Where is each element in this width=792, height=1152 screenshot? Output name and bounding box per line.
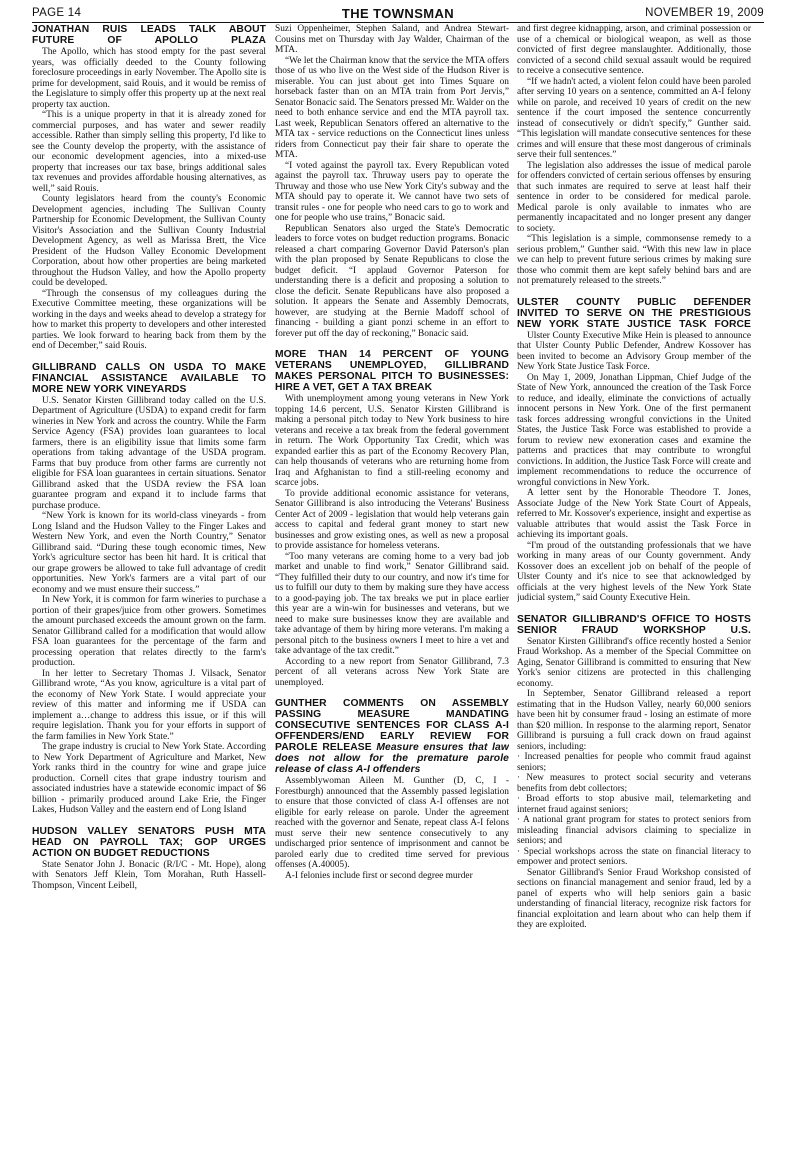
paragraph: Senator Gillibrand's Senior Fraud Workshop consisted of sections on financial management and senior fraud, led by a panel of experts who will help seniors gain a basic understanding of financial literacy, recognize risk factors for financial exploitation and learn about who can help them if they are exploited. bbox=[517, 867, 751, 930]
paragraph: In September, Senator Gillibrand released a report estimating that in the Hudson Valley, nearly 60,000 seniors have been hit by consumer fraud - losing an estimate of more than $20 million. In response to the alarming report, Senator Gillibrand is pursuing a full crack down on fraud against seniors, including: bbox=[517, 689, 751, 752]
headline-apollo-plaza: JONATHAN RUIS LEADS TALK ABOUT FUTURE OF APOLLO PLAZA bbox=[32, 24, 266, 46]
headline-text: GUNTHER COMMENTS ON ASSEMBLY PASSING MEASURE MANDATING CONSECUTIVE SENTENCES FOR CLASS A-I OFFENDERS/END EARLY REVIEW FOR PAROLE RELEASE bbox=[275, 698, 509, 753]
paragraph: “I voted against the payroll tax. Every Republican voted against the payroll tax. Thruway users pay to operate the Thruway and those who use New York City's subway and the MTA should pay to operate it. We cannot have two sets of transit rules - one for people who need cars to go to work and one for people who use trains,” Bonacic said. bbox=[275, 160, 509, 223]
paragraph: Senator Kirsten Gillibrand's office recently hosted a Senior Fraud Workshop. As a member of the Special Committee on Aging, Senator Gillibrand is committed to ensuring that New York's senior citizens are protected in this challenging economy. bbox=[517, 636, 751, 689]
paragraph: County legislators heard from the county's Economic Development agencies, including The Sullivan County Partnership for Economic Development, the Sullivan County Visitor's Association and the Sullivan County Industrial Development Agency, as well as Marissa Brett, the Vice President of the Hudson Valley Economic Development Corporation, about how other properties are being marketed throughout the Hudson Valley, and how the Apollo property could be developed. bbox=[32, 194, 266, 288]
paragraph: “This is a unique property in that it is already zoned for commercial purposes, and has water and sewer readily accessible. Rather than simply selling this property, I'd like to see the County develop the property, with the assistance of our economic development agencies, into a mixed-use property that increases our tax base, brings additional sales tax revenues and provides affordable housing alternatives, as well,” said Rouis. bbox=[32, 110, 266, 194]
headline-gunther-consecutive-sentences bbox=[275, 698, 509, 775]
newspaper-name: THE TOWNSMAN bbox=[341, 6, 455, 21]
paragraph: “I'm proud of the outstanding professionals that we have working in many areas of our County government. Andy Kossover does an excellent job on behalf of the people of Ulster County and it's nice to see that acknowledged by officials at the very highest levels of the New York State judicial system,” said County Executive Hein. bbox=[517, 540, 751, 603]
bullet-item: · Increased penalties for people who commit fraud against seniors; bbox=[517, 752, 751, 773]
paragraph: The legislation also addresses the issue of medical parole for offenders convicted of certain serious offenses by ensuring that such inmates are required to serve at least half their sentence in order to be considered for medical parole. Medical parole is only available to inmates who are permanently incapacitated and no longer present any danger to society. bbox=[517, 160, 751, 234]
paragraph: State Senator John J. Bonacic (R/I/C - Mt. Hope), along with Senators Jeff Klein, Tom Morahan, Ruth Hassell-Thompson, Vincent Leibell, bbox=[32, 859, 266, 891]
paragraph: A-I felonies include first or second degree murder bbox=[285, 870, 473, 881]
paragraph: Suzi Oppenheimer, Stephen Saland, and Andrea Stewart-Cousins met on Thursday with Jay Walder, Chairman of the MTA. bbox=[275, 24, 509, 55]
paragraph: “Too many veterans are coming home to a very bad job market and unable to find work,” Senator Gillibrand said. “They fulfilled their duty to our country, and now it's time for us to fulfill our duty to them by making sure they have access to a good-paying job. The tax breaks we put in place earlier this year are a win-win for businesses and veterans, but we need to make sure businesses know they are available and take advantage of them by hiring more veterans. I'm making a personal pitch to the business owners I meet to hire a vet and take advantage of the tax credit.” bbox=[275, 551, 509, 656]
column-3 bbox=[517, 24, 751, 1148]
paragraph: Assemblywoman Aileen M. Gunther (D, C, I - Forestburgh) announced that the Assembly passed legislation to ensure that those convicted of class A-I offenses are not eligible for early release on parole. Under the agreement reached with the governor and Senate, repeat class A-I felons must serve their new sentence consecutively to any undischarged prior sentence of imprisonment and cannot be paroled early due to credited time served for previous offenses (A.40005). bbox=[275, 776, 509, 870]
paragraph: The grape industry is crucial to New York State. According to New York Department of Agriculture and Market, New York ranks third in the country for wine and grape juice production. Cornell cites that grape industry tourism and associated industries have a statewide economic impact of $6 billion - primarily produced around Lake Erie, the Finger Lakes, Hudson Valley and the eastern end of Long Island bbox=[32, 742, 266, 815]
headline-young-veterans: MORE THAN 14 PERCENT OF YOUNG VETERANS UNEMPLOYED, GILLIBRAND MAKES PERSONAL PITCH TO BUSINESSES: HIRE A VET, GET A TAX BREAK bbox=[275, 349, 509, 393]
paragraph: “If we hadn't acted, a violent felon could have been paroled after serving 10 years on a sentence, committed an A-I felony while on parole, and received 10 years of credit on the new sentence if the court imposed the sentence concurrently instead of consecutively or didn't specify,” Gunther said. “This legislation will mandate consecutive sentences for these crimes and will ensure that these most dangerous of criminals serve their full sentences.” bbox=[517, 76, 751, 160]
paragraph: On May 1, 2009, Jonathan Lippman, Chief Judge of the State of New York, announced the creation of the Task Force to reduce, and ideally, eliminate the convictions of actually innocent persons in New York. One of the first permanent task forces addressing wrongful convictions in the United States, the Justice Task Force was established to provide a forum to review new exoneration cases and examine the patterns and practices that may contribute to wrongful convictions. In addition, the Justice Task Force will create and implement recommendations to reduce the occurrence of wrongful convictions in New York. bbox=[517, 372, 751, 488]
paragraph: In her letter to Secretary Thomas J. Vilsack, Senator Gillibrand wrote, “As you know, agriculture is a vital part of the economy of New York State. I would appreciate your review of this matter and informing me if USDA can implement a…change to address this issue, or if this will require legislation. Thank you for your efforts in support of the farm families in New York State.” bbox=[32, 668, 266, 742]
paragraph: The Apollo, which has stood empty for the past several years, was officially deeded to the County following foreclosure proceedings in early November. The Apollo site is prime for development, said Rouis, and it would be remiss of the Legislature to simply offer this property up at the next real property tax auction. bbox=[32, 47, 266, 110]
paragraph: With unemployment among young veterans in New York topping 14.6 percent, U.S. Senator Kirsten Gillibrand is making a personal pitch today to New York business to hire veterans and receive a tax break from the federal government in return. The Work Opportunity Tax Credit, which was expanded earlier this as part of the Economy Recovery Plan, can help thousands of veterans who are returning home from Iraq and Afghanistan to find a still-reeling economy and scarce jobs. bbox=[275, 394, 509, 488]
paragraph: Republican Senators also urged the State's Democratic leaders to force votes on budget reduction programs. Bonacic released a chart comparing Governor David Paterson's plan with the plan proposed by Senate Republicans to close the budget deficit. “I applaud Governor Paterson for understanding there is a deficit and proposing a solution to close the deficit. Senate Republicans have also proposed a solution. It appears the Senate and Assembly Democrats, however, are studying at the Bernie Madoff school of financing - building a giant ponzi scheme in an effort to forever put off the day of reckoning,” Bonacic said. bbox=[275, 223, 509, 339]
bullet-item: · New measures to protect social security and veterans benefits from debt collectors; bbox=[517, 773, 751, 794]
paragraph: “We let the Chairman know that the service the MTA offers those of us who live on the West side of the Hudson River is miserable. You can just about get into Times Square on horseback faster than on an MTA train from Port Jervis,” Senator Bonacic said. The Senators pressed Mr. Walder on the need to both enhance service and end the MTA payroll tax. Last week, Republican Senators offered an alternative to the MTA tax - service reductions on the Connecticut lines unless riders from Connecticut pay their fair share to operate the MTA. bbox=[275, 55, 509, 160]
paragraph: “New York is known for its world-class vineyards - from Long Island and the Hudson Valley to the Finger Lakes and Western New York, and even the North Country,” Senator Gillibrand said. “During these tough economic times, New York's agriculture sector has been hit hard. It is critical that our grape growers be allowed to take full advantage of credit opportunities. New York's farmers are a vital part of our economy and we must ensure their success.” bbox=[32, 511, 266, 595]
bullet-item: · Broad efforts to stop abusive mail, telemarketing and internet fraud against seniors; bbox=[517, 794, 751, 815]
paragraph: To provide additional economic assistance for veterans, Senator Gillibrand is also introducing the Veterans' Business Center Act of 2009 - legislation that would help veterans gain access to capital and federal grant money to start new businesses and grow existing ones, as well as new a proposal to provide assistance for homeless veterans. bbox=[275, 488, 509, 551]
bullet-item: · A national grant program for states to protect seniors from misleading financial advisors claiming to specialize in seniors; and bbox=[517, 815, 751, 846]
paragraph: “This legislation is a simple, commonsense remedy to a serious problem,” Gunther said. “With this new law in place we can help to prevent future serious crimes by making sure those who commit them are kept safely behind bars and are not prematurely released to the streets.” bbox=[517, 234, 751, 286]
headline-subtitle: Measure ensures that law does not allow for the premature parole release of class A-I offenders bbox=[275, 742, 509, 775]
headline-usda-vineyards: GILLIBRAND CALLS ON USDA TO MAKE FINANCIAL ASSISTANCE AVAILABLE TO MORE NEW YORK VINEYARDS bbox=[32, 361, 266, 395]
paragraph: Ulster County Executive Mike Hein is pleased to announce that Ulster County Public Defender, Andrew Kossover has been invited to become an Advisory Group member of the New York State Justice Task Force. bbox=[517, 330, 751, 372]
column-1 bbox=[32, 24, 266, 1148]
paragraph: U.S. Senator Kirsten Gillibrand today called on the U.S. Department of Agriculture (USDA) to expand credit for farm wineries in New York and across the country. While the Farm Service Agency (FSA) provides loan guarantees to local farmers, there is an eligibility issue that limits some farm operations from taking advantage of the USDA program. Farms that buy produce from other farms are currently not eligible for FSA loan guarantees in certain situations. Senator Gillibrand asked that the USDA review the FSA loan guarantee program and expand it to include farms that purchase produce. bbox=[32, 395, 266, 511]
page-header bbox=[32, 6, 764, 23]
bullet-item: · Special workshops across the state on financial literacy to empower and protect seniors. bbox=[517, 846, 751, 867]
paragraph: In New York, it is common for farm wineries to purchase a portion of their grapes/juice from other growers. Sometimes the amount purchased exceeds the amount grown on the farm. Senator Gillibrand called for a modification that would allow FSA loan guarantees for the percentage of the farm and processing operation that relates directly to the farm's production. bbox=[32, 595, 266, 668]
headline-mta-payroll-tax: HUDSON VALLEY SENATORS PUSH MTA HEAD ON PAYROLL TAX; GOP URGES ACTION ON BUDGET REDUCTIONS bbox=[32, 825, 266, 859]
column-2 bbox=[275, 24, 509, 1148]
paragraph: “Through the consensus of my colleagues during the Executive Committee meeting, these organizations will be working in the days and weeks ahead to develop a strategy for how to market this property to developers and other interested parties. We look forward to hearing back from them by the end of December,” said Rouis. bbox=[32, 288, 266, 351]
page-number: PAGE 14 bbox=[32, 7, 82, 19]
headline-ulster-public-defender: ULSTER COUNTY PUBLIC DEFENDER INVITED TO SERVE ON THE PRESTIGIOUS NEW YORK STATE JUSTICE TASK FORCE bbox=[517, 296, 751, 330]
paragraph: and first degree kidnapping, arson, and criminal possession or use of a chemical or biological weapon, as well as those convicted of first degree manslaughter. Additionally, those convicted of a second child sexual assault would be required to receive a consecutive sentence. bbox=[517, 24, 751, 76]
issue-date: NOVEMBER 19, 2009 bbox=[645, 7, 764, 19]
paragraph: According to a new report from Senator Gillibrand, 7.3 percent of all veterans across New York State are unemployed. bbox=[275, 656, 509, 688]
headline-senior-fraud-workshop: SENATOR GILLIBRAND'S OFFICE TO HOSTS SENIOR FRAUD WORKSHOP U.S. bbox=[517, 613, 751, 636]
paragraph: A letter sent by the Honorable Theodore T. Jones, Associate Judge of the New York State Court of Appeals, referred to Mr. Kossover's experience, insight and expertise as valuable attributes that would assist the Task Force in achieving its important goals. bbox=[517, 488, 751, 540]
